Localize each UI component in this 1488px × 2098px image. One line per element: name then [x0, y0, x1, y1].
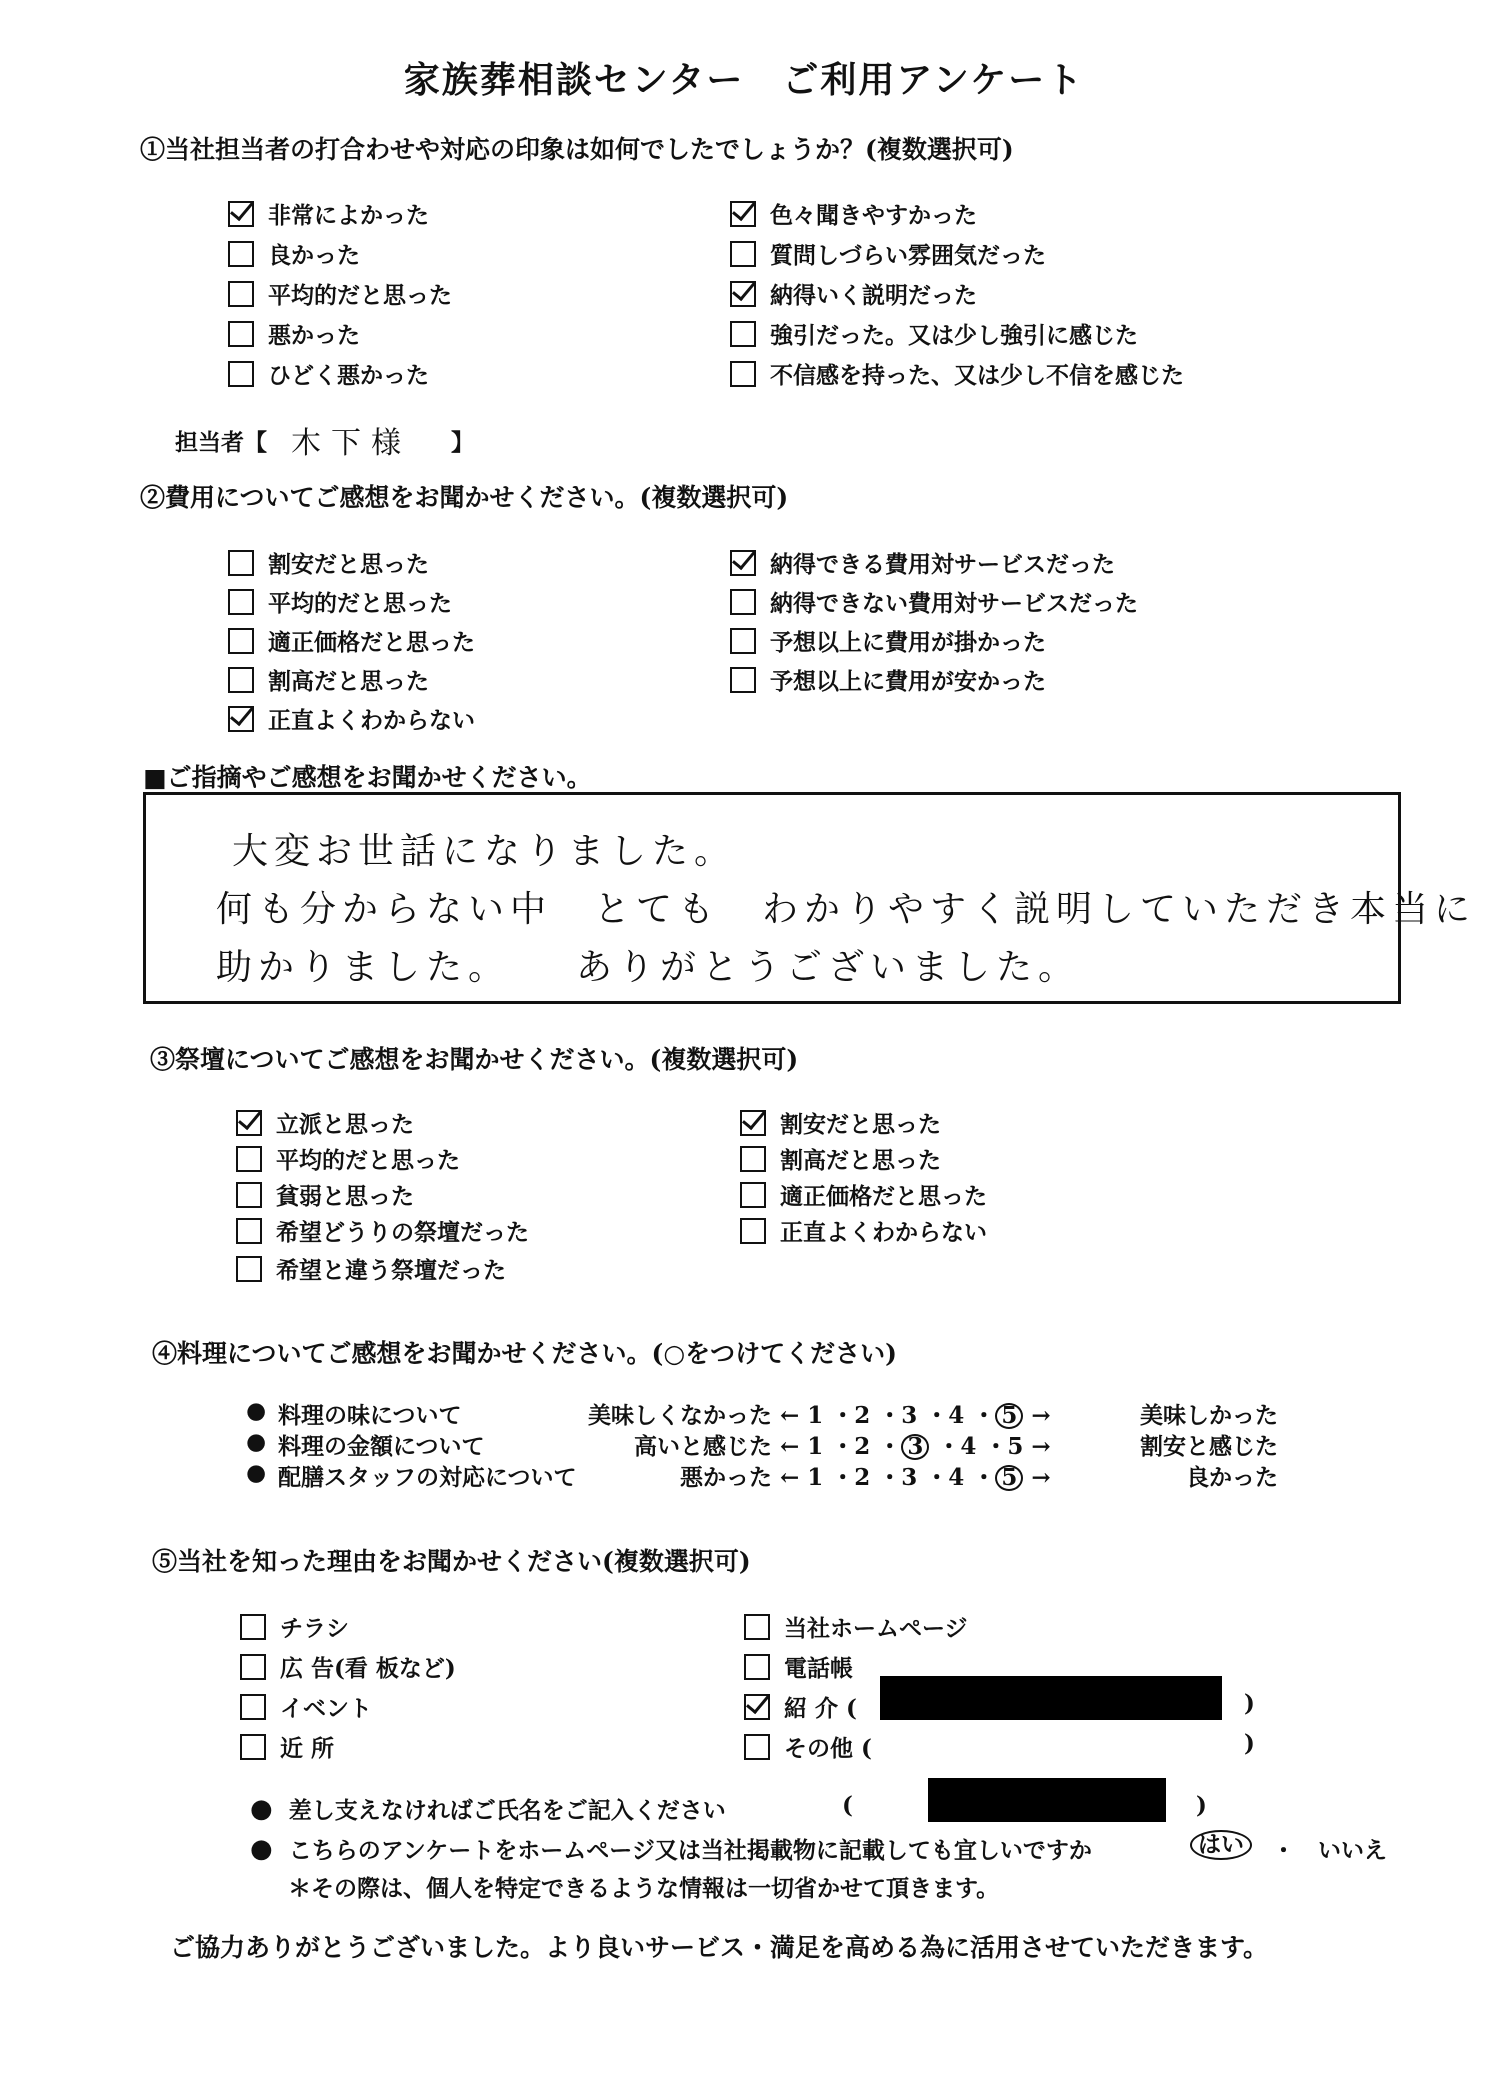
q1-option[interactable]: 強引だった。又は少し強引に感じた: [730, 317, 1138, 350]
comment-line: 何も分からない中 とても わかりやすく説明していただき本当に: [216, 889, 1477, 930]
checkbox[interactable]: [740, 1110, 766, 1136]
publish-no-option[interactable]: いいえ: [1318, 1837, 1387, 1864]
comment-line: 助かりました。 ありがとうございました。: [216, 947, 1081, 988]
thanks-message: ご協力ありがとうございました。より良いサービス・満足を高める為に活用させていただきます。: [170, 1933, 1269, 1962]
q1-option[interactable]: 非常によかった: [228, 197, 429, 230]
checkbox[interactable]: [744, 1614, 770, 1640]
q4-heading: ④料理についてご感想をお聞かせください。(○をつけてください): [152, 1339, 897, 1368]
q5-option[interactable]: 当社ホームページ: [744, 1610, 968, 1643]
q5-option[interactable]: イベント: [240, 1690, 372, 1723]
q5-option-other[interactable]: その他 (: [744, 1730, 872, 1763]
checkbox[interactable]: [228, 628, 254, 654]
name-paren-open: (: [842, 1792, 853, 1819]
name-paren-close: ): [1196, 1792, 1207, 1819]
checkbox[interactable]: [236, 1110, 262, 1136]
bullet-icon: ●: [246, 1428, 267, 1455]
q5-heading: ⑤当社を知った理由をお聞かせください(複数選択可): [152, 1547, 751, 1576]
checkbox[interactable]: [228, 281, 254, 307]
checkbox[interactable]: [730, 281, 756, 307]
checkbox[interactable]: [730, 201, 756, 227]
checkbox[interactable]: [740, 1146, 766, 1172]
staff-field: [175, 418, 474, 462]
staff-name-value[interactable]: 木下様: [291, 426, 411, 461]
q2-option[interactable]: 正直よくわからない: [228, 702, 475, 735]
q3-option[interactable]: 正直よくわからない: [740, 1214, 987, 1247]
q3-option[interactable]: 希望どうりの祭壇だった: [236, 1214, 529, 1247]
checkbox[interactable]: [240, 1614, 266, 1640]
name-prompt: 差し支えなければご氏名をご記入ください: [288, 1797, 726, 1824]
publish-prompt: こちらのアンケートをホームページ又は当社掲載物に記載しても宜しいですか: [288, 1837, 1092, 1864]
checkbox[interactable]: [744, 1654, 770, 1680]
q4-topic: 料理の金額について: [278, 1433, 485, 1460]
q3-option[interactable]: 割高だと思った: [740, 1142, 941, 1175]
selected-rating: 3: [901, 1434, 929, 1460]
checkbox[interactable]: [240, 1694, 266, 1720]
redacted-referral-name: [880, 1676, 1222, 1720]
name-prompt-row: [250, 1792, 726, 1825]
q1-option[interactable]: 悪かった: [228, 317, 360, 350]
checkbox[interactable]: [228, 241, 254, 267]
q5-option[interactable]: 広 告(看 板など): [240, 1650, 456, 1683]
checkbox[interactable]: [730, 667, 756, 693]
q5-option[interactable]: 近 所: [240, 1730, 334, 1763]
checkbox[interactable]: [228, 589, 254, 615]
q1-option[interactable]: 不信感を持った、又は少し不信を感じた: [730, 357, 1184, 390]
bullet-icon: ●: [250, 1833, 273, 1864]
q4-topic: 配膳スタッフの対応について: [278, 1464, 577, 1491]
checkbox[interactable]: [730, 628, 756, 654]
q3-option[interactable]: 適正価格だと思った: [740, 1178, 987, 1211]
checkbox[interactable]: [730, 589, 756, 615]
q1-option[interactable]: 平均的だと思った: [228, 277, 452, 310]
bullet-icon: ●: [250, 1793, 273, 1824]
redacted-customer-name[interactable]: [928, 1778, 1166, 1822]
q1-option[interactable]: 質問しづらい雰囲気だった: [730, 237, 1046, 270]
q3-option[interactable]: 立派と思った: [236, 1106, 414, 1139]
checkbox[interactable]: [740, 1182, 766, 1208]
checkbox[interactable]: [740, 1218, 766, 1244]
q4-rating-scale[interactable]: ← 1 ・2 ・3 ・4 ・ 5 →: [780, 1464, 1051, 1491]
q2-option[interactable]: 納得できる費用対サービスだった: [730, 546, 1115, 579]
checkbox[interactable]: [730, 550, 756, 576]
q2-option[interactable]: 予想以上に費用が掛かった: [730, 624, 1046, 657]
paren-close: ): [1244, 1690, 1255, 1717]
q4-low-label: 美味しくなかった: [588, 1402, 772, 1429]
publish-yes-option[interactable]: [1190, 1830, 1252, 1860]
checkbox[interactable]: [228, 201, 254, 227]
checkbox[interactable]: [744, 1734, 770, 1760]
staff-label: 担当者【: [175, 428, 267, 456]
q3-option[interactable]: 平均的だと思った: [236, 1142, 460, 1175]
checkbox[interactable]: [730, 321, 756, 347]
q2-option[interactable]: 適正価格だと思った: [228, 624, 475, 657]
checkbox[interactable]: [236, 1182, 262, 1208]
staff-bracket-close: 】: [451, 428, 474, 456]
comment-line: 大変お世話になりました。: [232, 831, 737, 872]
checkbox[interactable]: [228, 321, 254, 347]
q2-option[interactable]: 平均的だと思った: [228, 585, 452, 618]
checkbox[interactable]: [730, 241, 756, 267]
privacy-note: ＊その際は、個人を特定できるような情報は一切省かせて頂きます。: [288, 1875, 1000, 1902]
checkbox[interactable]: [730, 361, 756, 387]
survey-title: 家族葬相談センター ご利用アンケート: [403, 59, 1085, 101]
q2-option[interactable]: 納得できない費用対サービスだった: [730, 585, 1138, 618]
q4-rating-scale[interactable]: ← 1 ・2 ・ 3 ・4 ・5 →: [780, 1433, 1051, 1460]
q2-option[interactable]: 割安だと思った: [228, 546, 429, 579]
checkbox[interactable]: [236, 1256, 262, 1282]
publish-prompt-row: [250, 1832, 1092, 1865]
q4-high-label: 良かった: [1186, 1464, 1278, 1491]
q1-option[interactable]: 良かった: [228, 237, 360, 270]
q2-option[interactable]: 予想以上に費用が安かった: [730, 663, 1046, 696]
bullet-icon: ●: [246, 1459, 267, 1486]
q2-heading: ②費用についてご感想をお聞かせください。(複数選択可): [140, 483, 789, 512]
separator-dot: ・: [1272, 1837, 1295, 1864]
checkbox[interactable]: [236, 1218, 262, 1244]
q4-topic: 料理の味について: [278, 1402, 462, 1429]
comments-heading: ■ご指摘やご感想をお聞かせください。: [143, 763, 592, 792]
selected-rating: 5: [995, 1465, 1023, 1491]
q3-option[interactable]: 貧弱と思った: [236, 1178, 414, 1211]
q5-option-referral[interactable]: 紹 介 (: [744, 1690, 857, 1723]
q1-heading: ①当社担当者の打合わせや対応の印象は如何でしたでしょうか？(複数選択可): [140, 135, 1014, 164]
checkbox[interactable]: [228, 550, 254, 576]
q4-low-label: 高いと感じた: [634, 1433, 772, 1460]
q4-high-label: 割安と感じた: [1140, 1433, 1278, 1460]
q3-heading: ③祭壇についてご感想をお聞かせください。(複数選択可): [150, 1045, 799, 1074]
q4-rating-scale[interactable]: ← 1 ・2 ・3 ・4 ・ 5 →: [780, 1402, 1051, 1429]
q3-option[interactable]: 割安だと思った: [740, 1106, 941, 1139]
selected-rating: 5: [995, 1403, 1023, 1429]
comments-textarea[interactable]: [143, 792, 1477, 1004]
q5-option[interactable]: チラシ: [240, 1610, 349, 1643]
yes-label: はい: [1190, 1830, 1252, 1860]
checkbox[interactable]: [228, 706, 254, 732]
checkbox[interactable]: [240, 1654, 266, 1680]
bullet-icon: ●: [246, 1397, 267, 1424]
checkbox[interactable]: [228, 667, 254, 693]
checkbox[interactable]: [744, 1694, 770, 1720]
checkbox[interactable]: [236, 1146, 262, 1172]
q4-high-label: 美味しかった: [1140, 1402, 1278, 1429]
q1-option[interactable]: 納得いく説明だった: [730, 277, 977, 310]
q5-option[interactable]: 電話帳: [744, 1650, 853, 1683]
checkbox[interactable]: [228, 361, 254, 387]
q2-option[interactable]: 割高だと思った: [228, 663, 429, 696]
q1-option[interactable]: ひどく悪かった: [228, 357, 429, 390]
checkbox[interactable]: [240, 1734, 266, 1760]
paren-close: ): [1244, 1730, 1255, 1757]
q4-low-label: 悪かった: [680, 1464, 772, 1491]
q1-option[interactable]: 色々聞きやすかった: [730, 197, 977, 230]
q3-option[interactable]: 希望と違う祭壇だった: [236, 1252, 506, 1285]
